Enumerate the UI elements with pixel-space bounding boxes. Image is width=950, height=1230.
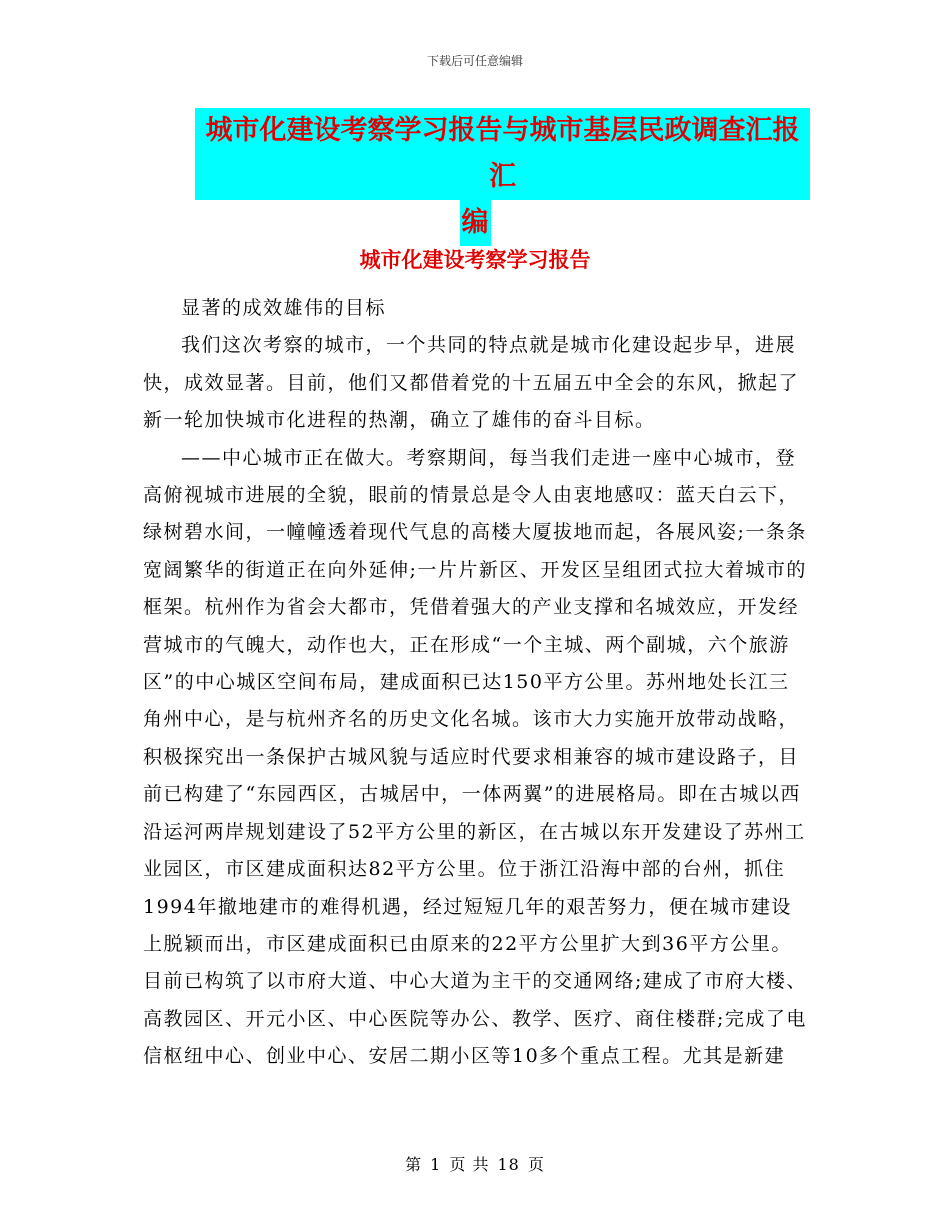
document-title-line-2: 编 (460, 200, 491, 246)
section-title: 城市化建设考察学习报告 (359, 248, 591, 272)
paragraph-2: 我们这次考察的城市，一个共同的特点就是城市化建设起步早，进展快，成效显著。目前，他们又都借着党的十五届五中全会的东风，掀起了新一轮加快城市化进程的热潮，确立了雄伟的奋斗目标。 (143, 334, 800, 432)
document-title-line-1: 城市化建设考察学习报告与城市基层民政调查汇报汇 (195, 108, 810, 200)
footer-suffix: 页 (527, 1155, 545, 1174)
footer-middle: 页 共 (449, 1155, 490, 1174)
document-title (140, 108, 810, 246)
paragraph-3: ——中心城市正在做大。考察期间，每当我们走进一座中心城市，登高俯视城市进展的全貌，眼前的情景总是令人由衷地感叹：蓝天白云下，绿树碧水间，一幢幢透着现代气息的高楼大厦拔地而起，各展风姿;一条条宽阔繁华的街道正在向外延伸;一片片新区、开发区呈组团式拉大着城市的框架。杭州作为省会大都市，凭借着强大的产业支撑和名城效应，开发经营城市的气魄大，动作也大，正在形成“一个主城、两个副城，六个旅游区”的中心城区空间布局，建成面积已达150平方公里。苏州地处长江三角州中心，是与杭州齐名的历史文化名城。该市大力实施开放带动战略，积极探究出一条保护古城风貌与适应时代要求相兼容的城市建设路子，目前已构建了“东园西区，古城居中，一体两翼”的进展格局。即在古城以西沿运河两岸规划建设了52平方公里的新区，在古城以东开发建设了苏州工业园区，市区建成面积达82平方公里。位于浙江沿海中部的台州，抓住1994年撤地建市的难得机遇，经过短短几年的艰苦努力，便在城市建设上脱颖而出，市区建成面积已由原来的22平方公里扩大到36平方公里。目前已构筑了以市府大道、中心大道为主干的交通网络;建成了市府大楼、高教园区、开元小区、中心医院等办公、教学、医疗、商住楼群;完成了电信枢纽中心、创业中心、安居二期小区等10多个重点工程。尤其是新建 (143, 446, 807, 1068)
page-footer (0, 1152, 950, 1175)
paragraph-1: 显著的成效雄伟的目标 (181, 297, 387, 319)
header-note: 下载后可任意编辑 (426, 54, 523, 68)
current-page-number: 1 (430, 1155, 442, 1174)
body-text (143, 290, 808, 1076)
footer-prefix: 第 (405, 1155, 423, 1174)
total-page-count: 18 (497, 1155, 520, 1174)
